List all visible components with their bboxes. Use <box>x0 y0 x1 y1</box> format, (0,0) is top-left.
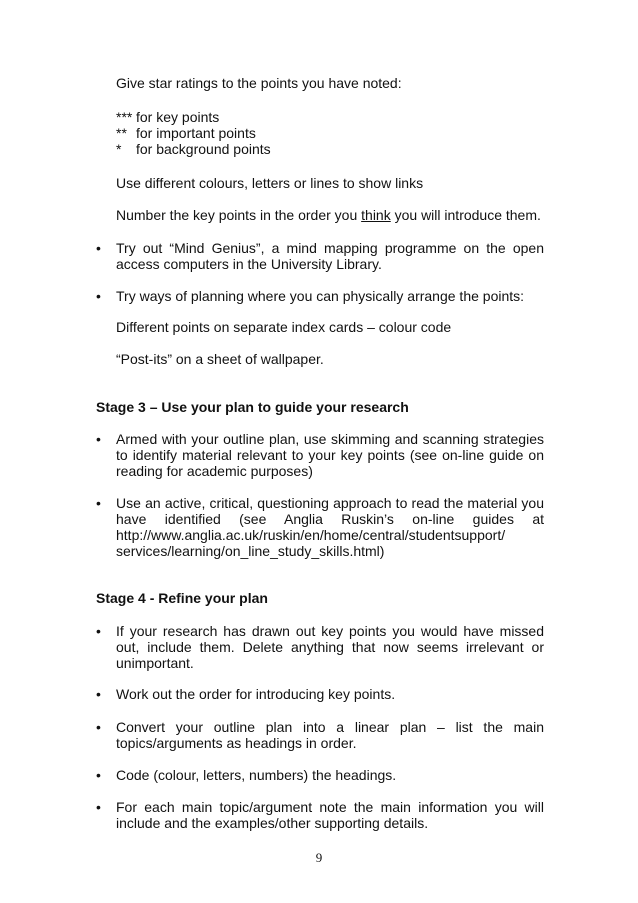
bullet-marker: • <box>96 495 101 511</box>
list-item-line: For each main topic/argument note the main information you will <box>116 799 544 815</box>
star-symbol: *** <box>116 109 133 125</box>
bullet-marker: • <box>96 623 101 639</box>
list-item-line: Convert your outline plan into a linear plan – list the main <box>116 719 544 735</box>
star-rating-key: *** for key points <box>116 109 220 125</box>
bullet-marker: • <box>96 799 101 815</box>
postits-text: “Post-its” on a sheet of wallpaper. <box>116 351 324 367</box>
page-number: 9 <box>315 850 323 865</box>
think-underlined: think <box>361 207 391 223</box>
list-item-line: include and the examples/other supporting details. <box>116 815 429 831</box>
list-item-line: topics/arguments as headings in order. <box>116 735 357 751</box>
list-item-line: access computers in the University Library. <box>116 256 382 272</box>
list-item-line: Try out “Mind Genius”, a mind mapping programme on the open <box>116 240 544 256</box>
list-item-line: unimportant. <box>116 655 194 671</box>
star-symbol: * <box>116 141 122 157</box>
star-rating-important: ** for important points <box>116 125 256 141</box>
list-item-line: to identify material relevant to your key points (see on-line guide on <box>116 447 544 463</box>
bullet-marker: • <box>96 288 101 304</box>
number-key-points-text: Number the key points in the order you think you will introduce them. <box>116 207 541 223</box>
stage-4-heading: Stage 4 - Refine your plan <box>96 590 268 606</box>
list-item-line: have identified (see Anglia Ruskin’s on-line guides at <box>116 511 544 527</box>
colours-links-text: Use different colours, letters or lines to show links <box>116 175 424 191</box>
bullet-marker: • <box>96 767 101 783</box>
list-item-line: services/learning/on_line_study_skills.html) <box>116 543 385 559</box>
list-item-line: Code (colour, letters, numbers) the headings. <box>116 767 397 783</box>
list-item-line: Use an active, critical, questioning approach to read the material you <box>116 495 544 511</box>
stage-3-heading: Stage 3 – Use your plan to guide your research <box>96 399 409 415</box>
star-ratings-intro: Give star ratings to the points you have noted: <box>116 75 402 91</box>
index-cards-text: Different points on separate index cards – colour code <box>116 319 452 335</box>
bullet-marker: • <box>96 686 101 702</box>
star-rating-background: * for background points <box>116 141 271 157</box>
list-item-line: Work out the order for introducing key points. <box>116 686 396 702</box>
list-item-line: http://www.anglia.ac.uk/ruskin/en/home/central/studentsupport/ <box>116 527 506 543</box>
list-item-line: Try ways of planning where you can physically arrange the points: <box>116 288 525 304</box>
list-item-line: reading for academic purposes) <box>116 463 313 479</box>
bullet-marker: • <box>96 431 101 447</box>
list-item-line: Armed with your outline plan, use skimming and scanning strategies <box>116 431 544 447</box>
list-item-line: If your research has drawn out key points you would have missed <box>116 623 544 639</box>
bullet-marker: • <box>96 719 101 735</box>
bullet-marker: • <box>96 240 101 256</box>
list-item-line: out, include them. Delete anything that now seems irrelevant or <box>116 639 544 655</box>
star-symbol: ** <box>116 125 127 141</box>
